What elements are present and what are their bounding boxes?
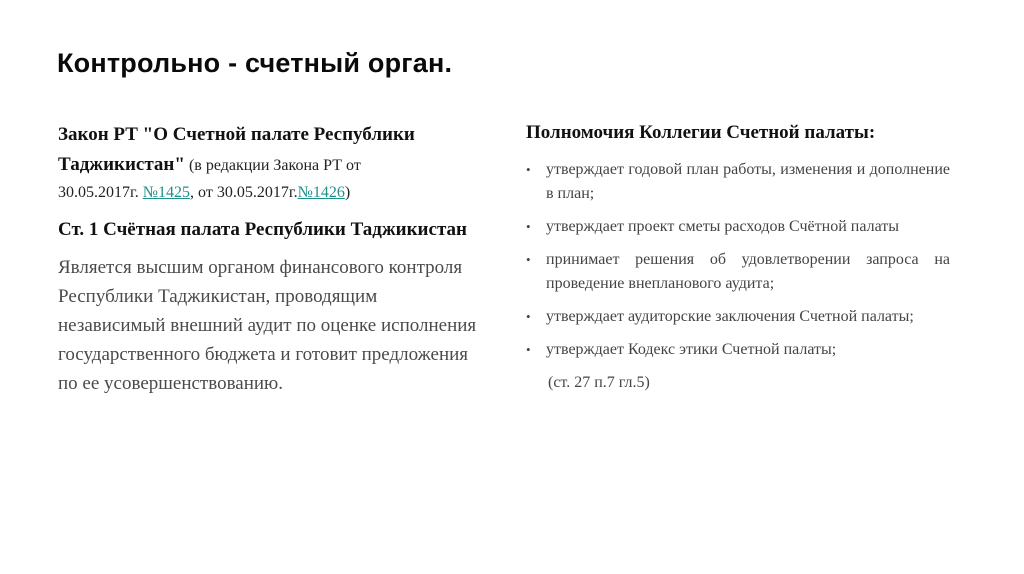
list-item: [526, 158, 950, 206]
law-date-1: 30.05.2017г.: [58, 184, 143, 201]
law-edition-dates: [58, 181, 488, 205]
law-closing-paren: ): [344, 184, 351, 201]
list-item: [526, 215, 950, 239]
bullet-icon: •: [526, 309, 531, 324]
left-column: [58, 120, 488, 398]
slide-title: Контрольно - счетный орган.: [57, 48, 453, 78]
list-item-text: принимает решения об удовлетворении запроса на проведение внепланового аудита;: [546, 251, 950, 292]
law-link-1425[interactable]: №1425: [142, 184, 191, 201]
bullet-icon: •: [526, 342, 531, 357]
law-title: Закон РТ "О Счетной палате Республики Таджикистан": [58, 124, 415, 175]
list-item: [526, 338, 950, 362]
powers-list: [526, 158, 950, 362]
law-reference: [58, 120, 488, 181]
bullet-icon: •: [526, 162, 531, 177]
list-item-text: утверждает аудиторские заключения Счетной палаты;: [546, 308, 914, 325]
article-heading: Ст. 1 Счётная палата Республики Таджикистан: [58, 219, 467, 240]
powers-heading: Полномочия Коллегии Счетной палаты:: [526, 122, 876, 143]
law-edition-note: (в редакции Закона РТ от: [184, 157, 361, 174]
bullet-icon: •: [526, 219, 531, 234]
list-item-text: утверждает годовой план работы, изменения и дополнение в план;: [546, 161, 950, 202]
list-item-text: утверждает Кодекс этики Счетной палаты;: [546, 341, 837, 358]
citation: (ст. 27 п.7 гл.5): [548, 374, 650, 391]
article-body: Является высшим органом финансового контроля Республики Таджикистан, проводящим независимый внешний аудит по оценке исполнения государственного бюджета и готовит предложения по ее усовершенствованию.: [58, 257, 477, 394]
bullet-icon: •: [526, 252, 531, 267]
list-item-text: утверждает проект сметы расходов Счётной палаты: [546, 218, 899, 235]
list-item: [526, 248, 950, 296]
right-column: [526, 120, 950, 395]
law-date-2: , от 30.05.2017г.: [190, 184, 298, 201]
law-link-1426[interactable]: №1426: [297, 184, 345, 201]
list-item: [526, 305, 950, 329]
